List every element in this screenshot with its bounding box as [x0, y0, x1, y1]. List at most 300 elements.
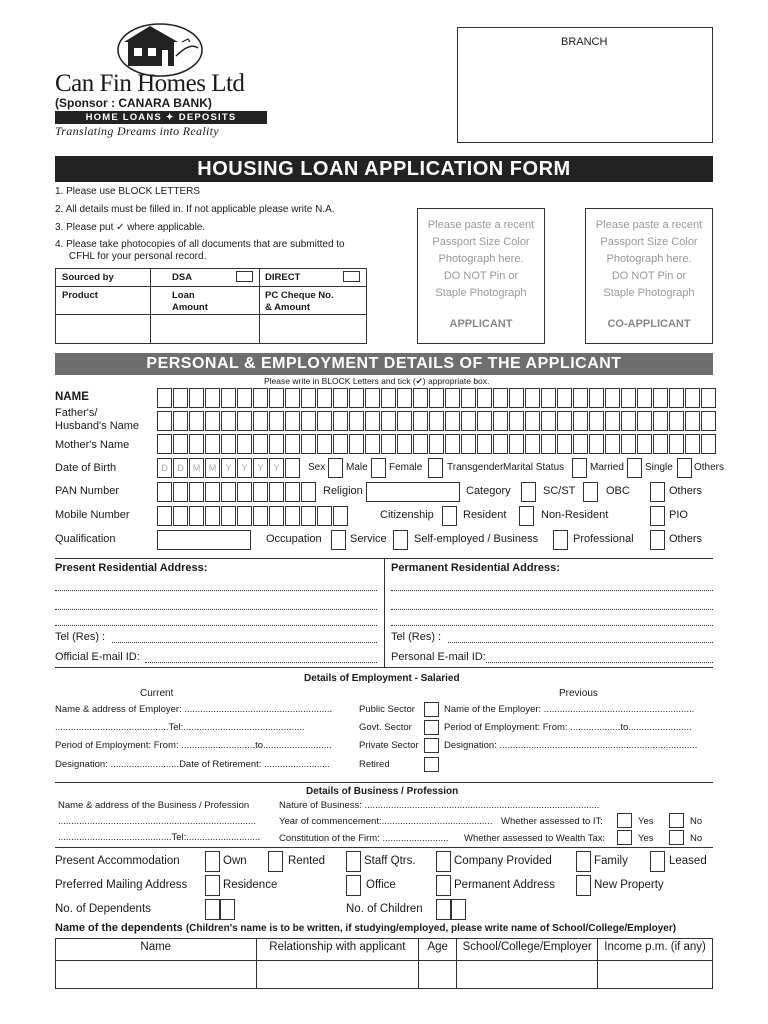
letter-cell[interactable]: Y	[269, 458, 284, 478]
letter-cell[interactable]	[317, 506, 332, 526]
letter-cell[interactable]	[477, 411, 492, 431]
letter-cell[interactable]	[189, 388, 204, 408]
transgender-label: Transgender	[447, 462, 504, 473]
letter-cell[interactable]	[205, 388, 220, 408]
letter-cell[interactable]	[685, 434, 700, 454]
father-label: Father's/	[55, 407, 98, 419]
letter-cell[interactable]	[637, 411, 652, 431]
letter-cell[interactable]	[413, 411, 428, 431]
rented-checkbox[interactable]	[268, 851, 283, 872]
letter-cell[interactable]	[445, 411, 460, 431]
table-cell[interactable]	[419, 961, 457, 989]
letter-cell[interactable]	[685, 388, 700, 408]
letter-cell[interactable]	[525, 388, 540, 408]
letter-cell[interactable]	[637, 434, 652, 454]
dependents-title-text: Name of the dependents	[55, 922, 183, 934]
letter-cell[interactable]	[269, 388, 284, 408]
occupation-box[interactable]	[331, 530, 346, 550]
instruction-4: 4. Please take photocopies of all documents that are submitted to	[55, 239, 345, 250]
dependents-title	[55, 922, 676, 934]
letter-cell[interactable]	[349, 434, 364, 454]
block-letters-note: Please write in BLOCK Letters and tick (✔) appropriate box.	[264, 376, 490, 386]
letter-cell[interactable]	[301, 434, 316, 454]
own-label: Own	[223, 855, 247, 867]
current-label: Current	[140, 688, 174, 699]
instruction-2: 2. All details must be filled in. If not applicable please write N.A.	[55, 204, 335, 215]
table-header: Age	[419, 939, 457, 961]
dob-label: Date of Birth	[55, 462, 117, 474]
resident-checkbox[interactable]	[519, 506, 534, 526]
letter-cell[interactable]	[701, 434, 716, 454]
accommodation-label: Present Accommodation	[55, 855, 180, 867]
letter-cell[interactable]	[221, 434, 236, 454]
letter-cell[interactable]: M	[189, 458, 204, 478]
letter-cell[interactable]	[157, 506, 172, 526]
letter-cell[interactable]	[205, 434, 220, 454]
sex-label: Sex	[308, 462, 326, 473]
letter-cell[interactable]: Y	[237, 458, 252, 478]
wealth-tax-label: Whether assessed to Wealth Tax:	[464, 833, 606, 844]
scst-checkbox[interactable]	[583, 482, 598, 502]
self-employed-label: Self-employed / Business	[414, 533, 539, 545]
letter-cell[interactable]	[237, 411, 252, 431]
letter-cell[interactable]	[205, 411, 220, 431]
assessed-it-label: Whether assessed to IT:	[501, 816, 603, 827]
letter-cell[interactable]	[461, 411, 476, 431]
letter-cell[interactable]	[397, 434, 412, 454]
letter-cell[interactable]	[205, 482, 220, 502]
table-cell[interactable]	[56, 961, 257, 989]
letter-cell[interactable]	[701, 411, 716, 431]
letter-cell[interactable]	[301, 411, 316, 431]
marital-status-label: Marital Status	[503, 462, 565, 473]
letter-cell[interactable]	[349, 411, 364, 431]
letter-cell[interactable]	[317, 411, 332, 431]
new-property-checkbox[interactable]	[576, 875, 591, 896]
table-header: Name	[56, 939, 257, 961]
letter-cell[interactable]	[589, 434, 604, 454]
letter-cell[interactable]	[317, 434, 332, 454]
present-tel-label: Tel (Res) :	[55, 631, 106, 643]
previous-label: Previous	[559, 688, 598, 699]
professional-checkbox[interactable]	[650, 530, 665, 550]
letter-cell[interactable]	[205, 506, 220, 526]
letter-cell[interactable]	[541, 388, 556, 408]
letter-cell[interactable]	[621, 411, 636, 431]
staff-qtrs-label: Staff Qtrs.	[364, 855, 416, 867]
pan-label: PAN Number	[55, 485, 119, 497]
pc-cheque-label: PC Cheque No. & Amount	[265, 290, 334, 313]
letter-cell[interactable]	[381, 411, 396, 431]
service-checkbox[interactable]	[393, 530, 408, 550]
instruction-4-cont: CFHL for your personal record.	[55, 251, 207, 262]
letter-cell[interactable]	[525, 411, 540, 431]
letter-cell[interactable]: D	[173, 458, 188, 478]
letter-cell[interactable]	[429, 388, 444, 408]
citizenship-box[interactable]	[442, 506, 457, 526]
letter-cell[interactable]	[333, 411, 348, 431]
dependents-note: (Children's name is to be written, if studying/employed, please write name of School/College/Employer)	[185, 923, 677, 934]
father-name-cells[interactable]	[157, 411, 717, 431]
pan-cells[interactable]	[157, 482, 317, 502]
letter-cell[interactable]	[653, 411, 668, 431]
letter-cell[interactable]	[669, 434, 684, 454]
photo-instruction: Staple Photograph	[435, 287, 527, 299]
it-yes-checkbox[interactable]	[617, 813, 632, 828]
single-label: Single	[645, 462, 673, 473]
letter-cell[interactable]	[333, 388, 348, 408]
letter-cell[interactable]	[157, 388, 172, 408]
letter-cell[interactable]	[621, 434, 636, 454]
instruction-3: 3. Please put ✓ where applicable.	[55, 222, 206, 233]
letter-cell[interactable]	[397, 411, 412, 431]
mobile-label: Mobile Number	[55, 509, 130, 521]
office-checkbox[interactable]	[346, 875, 361, 896]
product-label: Product	[62, 290, 98, 301]
permanent-address-checkbox[interactable]	[436, 875, 451, 896]
name-cells[interactable]	[157, 388, 717, 408]
female-checkbox[interactable]	[428, 458, 443, 478]
official-email-field[interactable]	[145, 662, 377, 663]
letter-cell[interactable]	[445, 388, 460, 408]
letter-cell[interactable]	[189, 411, 204, 431]
direct-checkbox[interactable]	[343, 271, 360, 282]
letter-cell[interactable]	[573, 388, 588, 408]
letter-cell[interactable]	[477, 434, 492, 454]
letter-cell[interactable]	[573, 434, 588, 454]
transgender-checkbox[interactable]	[572, 458, 587, 478]
letter-cell[interactable]	[221, 388, 236, 408]
letter-cell[interactable]	[381, 388, 396, 408]
leased-label: Leased	[669, 855, 707, 867]
letter-cell[interactable]	[285, 482, 300, 502]
letter-cell[interactable]	[685, 411, 700, 431]
branch-box[interactable]	[457, 27, 713, 143]
company-provided-checkbox[interactable]	[436, 851, 451, 872]
mother-name-cells[interactable]	[157, 434, 717, 454]
letter-cell[interactable]	[493, 411, 508, 431]
letter-cell[interactable]	[173, 506, 188, 526]
table-cell[interactable]	[256, 961, 419, 989]
public-sector-label: Public Sector	[359, 704, 415, 715]
letter-cell[interactable]: Y	[221, 458, 236, 478]
letter-cell[interactable]	[285, 388, 300, 408]
employer-tel-current[interactable]: ...........................................Tel:..............................................	[55, 722, 305, 733]
letter-cell[interactable]	[413, 388, 428, 408]
photo-instruction: Please paste a recent	[595, 219, 703, 231]
applicant-photo-box[interactable]	[417, 208, 545, 344]
letter-cell[interactable]	[189, 434, 204, 454]
applicant-photo-label: APPLICANT	[449, 318, 513, 330]
public-sector-checkbox[interactable]	[424, 702, 439, 717]
letter-cell[interactable]	[605, 434, 620, 454]
letter-cell[interactable]	[237, 482, 252, 502]
letter-cell[interactable]	[493, 388, 508, 408]
retired-label: Retired	[359, 759, 390, 770]
letter-cell[interactable]	[461, 434, 476, 454]
letter-cell[interactable]: Y	[253, 458, 268, 478]
single-checkbox[interactable]	[677, 458, 692, 478]
letter-cell[interactable]	[413, 434, 428, 454]
letter-cell[interactable]	[253, 482, 268, 502]
table-header: Income p.m. (if any)	[598, 939, 713, 961]
letter-cell[interactable]	[285, 434, 300, 454]
loan-amount-label: Loan Amount	[172, 290, 208, 313]
letter-cell[interactable]	[253, 434, 268, 454]
letter-cell[interactable]	[189, 506, 204, 526]
family-label: Family	[594, 855, 628, 867]
letter-cell[interactable]	[397, 388, 412, 408]
letter-cell[interactable]	[653, 388, 668, 408]
dsa-checkbox[interactable]	[236, 271, 253, 282]
letter-cell[interactable]	[589, 411, 604, 431]
permanent-tel-label: Tel (Res) :	[391, 631, 442, 643]
permanent-address-mail-label: Permanent Address	[454, 879, 556, 891]
table-header-row	[56, 939, 713, 961]
wt-no-checkbox[interactable]	[669, 830, 684, 845]
personal-email-label: Personal E-mail ID:	[391, 651, 486, 663]
letter-cell[interactable]	[269, 482, 284, 502]
non-resident-checkbox[interactable]	[650, 506, 665, 526]
letter-cell[interactable]	[653, 434, 668, 454]
letter-cell[interactable]	[637, 388, 652, 408]
married-label: Married	[590, 462, 624, 473]
letter-cell[interactable]	[605, 388, 620, 408]
business-tel-field[interactable]: ...........................................Tel:............................	[58, 832, 261, 843]
religion-label: Religion	[323, 485, 363, 497]
letter-cell[interactable]	[509, 411, 524, 431]
table-header: School/College/Employer	[457, 939, 598, 961]
letter-cell[interactable]	[173, 388, 188, 408]
letter-cell[interactable]	[381, 434, 396, 454]
letter-cell[interactable]	[573, 411, 588, 431]
permanent-tel-field[interactable]	[448, 642, 713, 643]
sex-box[interactable]	[328, 458, 343, 478]
wt-yes-checkbox[interactable]	[617, 830, 632, 845]
letter-cell[interactable]	[157, 411, 172, 431]
letter-cell[interactable]	[317, 388, 332, 408]
letter-cell[interactable]	[669, 388, 684, 408]
slogan: Translating Dreams into Reality	[55, 124, 219, 138]
letter-cell[interactable]	[493, 434, 508, 454]
letter-cell[interactable]	[269, 434, 284, 454]
letter-cell[interactable]	[605, 411, 620, 431]
letter-cell[interactable]	[301, 506, 316, 526]
mailing-label: Preferred Mailing Address	[55, 879, 188, 891]
wt-yes-label: Yes	[638, 833, 654, 844]
dependents-table	[55, 938, 713, 989]
scst-label: SC/ST	[543, 485, 576, 497]
letter-cell[interactable]	[365, 434, 380, 454]
letter-cell[interactable]	[269, 411, 284, 431]
letter-cell[interactable]	[285, 506, 300, 526]
co-applicant-photo-box[interactable]	[585, 208, 713, 344]
employment-title: Details of Employment - Salaried	[304, 673, 460, 684]
letter-cell[interactable]	[461, 388, 476, 408]
qualification-label: Qualification	[55, 533, 116, 545]
private-sector-checkbox[interactable]	[424, 738, 439, 753]
own-checkbox[interactable]	[205, 851, 220, 872]
letter-cell[interactable]	[557, 434, 572, 454]
photo-instruction: DO NOT Pin or	[443, 270, 519, 282]
company-provided-label: Company Provided	[454, 855, 552, 867]
mother-label: Mother's Name	[55, 439, 130, 451]
self-employed-checkbox[interactable]	[553, 530, 568, 550]
personal-email-field[interactable]	[486, 662, 713, 663]
company-name: Can Fin Homes Ltd	[55, 70, 245, 97]
children-count-label: No. of Children	[346, 903, 423, 915]
tagline-bar: HOME LOANS ✦ DEPOSITS	[55, 111, 267, 124]
photo-instruction: Please paste a recent	[427, 219, 535, 231]
pio-label: PIO	[669, 509, 688, 521]
marital-others-label: Others	[694, 462, 725, 473]
dob-cells[interactable]	[157, 458, 301, 478]
male-checkbox[interactable]	[371, 458, 386, 478]
photo-instruction: Photograph here.	[438, 253, 524, 265]
letter-cell[interactable]	[173, 482, 188, 502]
letter-cell[interactable]	[701, 388, 716, 408]
prev-designation[interactable]: Designation: ...........................................................................	[444, 740, 698, 751]
letter-cell[interactable]	[157, 434, 172, 454]
official-email-label: Official E-mail ID:	[55, 651, 140, 663]
office-label: Office	[366, 879, 396, 891]
letter-cell[interactable]	[285, 458, 300, 478]
business-name-label: Name & address of the Business / Profession	[58, 800, 250, 811]
category-others-label: Others	[669, 485, 703, 497]
qualification-field[interactable]	[157, 530, 251, 550]
direct-label: DIRECT	[265, 272, 301, 283]
letter-cell[interactable]	[301, 388, 316, 408]
letter-cell[interactable]	[365, 388, 380, 408]
letter-cell[interactable]	[621, 388, 636, 408]
letter-cell[interactable]	[365, 411, 380, 431]
non-resident-label: Non-Resident	[541, 509, 609, 521]
table-cell[interactable]	[598, 961, 713, 989]
letter-cell[interactable]	[253, 506, 268, 526]
sponsor-text: (Sponsor : CANARA BANK)	[55, 96, 212, 110]
obc-checkbox[interactable]	[650, 482, 665, 502]
govt-sector-label: Govt. Sector	[359, 722, 412, 733]
letter-cell[interactable]	[237, 506, 252, 526]
letter-cell[interactable]	[509, 434, 524, 454]
letter-cell[interactable]	[557, 411, 572, 431]
children-count-box-2[interactable]	[451, 899, 466, 920]
letter-cell[interactable]	[477, 388, 492, 408]
family-checkbox[interactable]	[576, 851, 591, 872]
letter-cell[interactable]	[509, 388, 524, 408]
letter-cell[interactable]	[253, 411, 268, 431]
employer-name-current[interactable]: Name & address of Employer: ........................................................	[55, 704, 333, 715]
prev-employer-name[interactable]: Name of the Employer: .........................................................	[444, 704, 695, 715]
occupation-label: Occupation	[266, 533, 322, 545]
letter-cell[interactable]	[525, 434, 540, 454]
photo-instruction: Passport Size Color	[600, 236, 698, 248]
letter-cell[interactable]	[237, 434, 252, 454]
letter-cell[interactable]	[541, 411, 556, 431]
nature-of-business-field[interactable]: Nature of Business: .........................................................................................	[279, 800, 600, 811]
photo-instruction: Staple Photograph	[603, 287, 695, 299]
leased-checkbox[interactable]	[650, 851, 665, 872]
constitution-field[interactable]: Constitution of the Firm: .........................	[279, 833, 449, 844]
photo-instruction: DO NOT Pin or	[611, 270, 687, 282]
letter-cell[interactable]	[173, 411, 188, 431]
present-address-lines[interactable]	[55, 576, 377, 626]
govt-sector-checkbox[interactable]	[424, 720, 439, 735]
present-tel-field[interactable]	[112, 642, 377, 643]
letter-cell[interactable]	[349, 388, 364, 408]
citizenship-label: Citizenship	[380, 509, 434, 521]
category-label: Category	[466, 485, 511, 497]
letter-cell[interactable]	[333, 506, 348, 526]
letter-cell[interactable]	[301, 482, 316, 502]
married-checkbox[interactable]	[627, 458, 642, 478]
table-row[interactable]	[56, 961, 713, 989]
retired-checkbox[interactable]	[424, 757, 439, 772]
letter-cell[interactable]	[669, 411, 684, 431]
private-sector-label: Private Sector	[359, 740, 419, 751]
residence-checkbox[interactable]	[205, 875, 220, 896]
table-cell[interactable]	[457, 961, 598, 989]
letter-cell[interactable]	[333, 434, 348, 454]
dependents-count-label: No. of Dependents	[55, 903, 151, 915]
period-current[interactable]: Period of Employment: From: ............................to..........................	[55, 740, 332, 751]
permanent-address-lines[interactable]	[391, 576, 713, 626]
letter-cell[interactable]	[445, 434, 460, 454]
prev-period[interactable]: Period of Employment: From: ...................to........................	[444, 722, 692, 733]
father-label-2: Husband's Name	[55, 420, 140, 432]
letter-cell[interactable]	[429, 434, 444, 454]
letter-cell[interactable]	[429, 411, 444, 431]
category-box[interactable]	[521, 482, 536, 502]
letter-cell[interactable]	[221, 482, 236, 502]
business-address-field[interactable]: ...........................................................................	[58, 816, 256, 827]
it-no-checkbox[interactable]	[669, 813, 684, 828]
wt-no-label: No	[690, 833, 703, 844]
staff-qtrs-checkbox[interactable]	[346, 851, 361, 872]
dependents-count-box-1[interactable]	[205, 899, 220, 920]
letter-cell[interactable]	[269, 506, 284, 526]
letter-cell[interactable]	[541, 434, 556, 454]
letter-cell[interactable]	[189, 482, 204, 502]
letter-cell[interactable]	[157, 482, 172, 502]
dsa-label: DSA	[172, 272, 193, 283]
dependents-count-box-2[interactable]	[220, 899, 235, 920]
sourced-by-label: Sourced by	[62, 272, 114, 283]
letter-cell[interactable]	[221, 411, 236, 431]
letter-cell[interactable]	[589, 388, 604, 408]
letter-cell[interactable]: D	[157, 458, 172, 478]
letter-cell[interactable]	[253, 388, 268, 408]
letter-cell[interactable]: M	[205, 458, 220, 478]
letter-cell[interactable]	[173, 434, 188, 454]
letter-cell[interactable]	[237, 388, 252, 408]
female-label: Female	[389, 462, 423, 473]
year-commencement-field[interactable]: Year of commencement:..........................................	[279, 816, 493, 827]
designation-current[interactable]: Designation: ..........................Date of Retirement: .........................	[55, 759, 331, 770]
professional-label: Professional	[573, 533, 634, 545]
business-title: Details of Business / Profession	[306, 786, 459, 797]
name-label: NAME	[55, 391, 89, 403]
photo-instruction: Passport Size Color	[432, 236, 530, 248]
letter-cell[interactable]	[221, 506, 236, 526]
religion-field[interactable]	[366, 482, 460, 502]
letter-cell[interactable]	[557, 388, 572, 408]
instruction-1: 1. Please use BLOCK LETTERS	[55, 186, 201, 197]
letter-cell[interactable]	[285, 411, 300, 431]
photo-instruction: Photograph here.	[606, 253, 692, 265]
children-count-box-1[interactable]	[436, 899, 451, 920]
mobile-cells[interactable]	[157, 506, 349, 526]
